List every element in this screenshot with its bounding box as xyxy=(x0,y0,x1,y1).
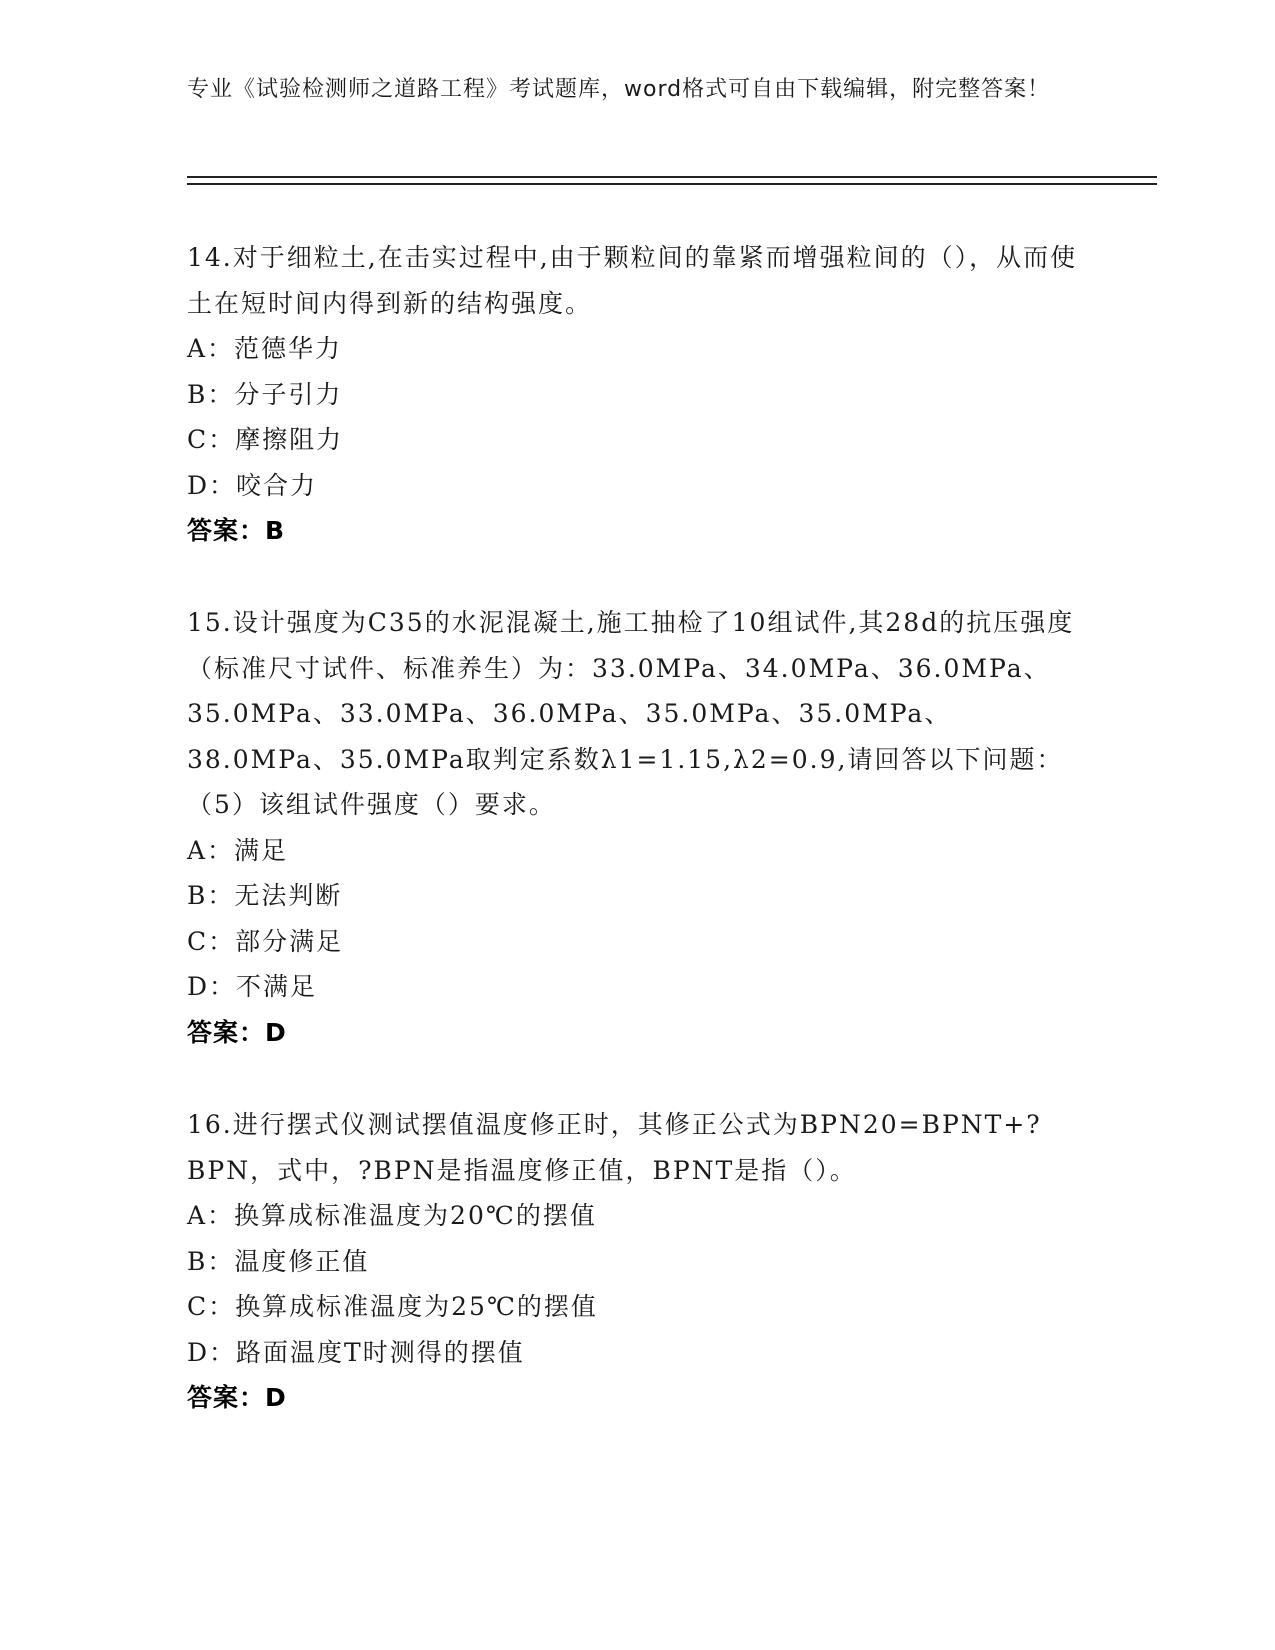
option-b: B：无法判断 xyxy=(187,881,343,910)
option-a: A：范德华力 xyxy=(187,334,343,363)
option-b: B：分子引力 xyxy=(187,379,343,409)
question-15 xyxy=(187,600,1087,1055)
option-b: B：温度修正值 xyxy=(187,1246,370,1276)
option-c: C：摩擦阻力 xyxy=(187,425,344,454)
option-c: C：换算成标准温度为25℃的摆值 xyxy=(187,1292,598,1321)
question-stem: 15.设计强度为C35的水泥混凝土,施工抽检了10组试件,其28d的抗压强度（标准尺寸试件、标准养生）为：33.0MPa、34.0MPa、36.0MPa、35.0MPa、33.0MPa、36.0MPa、35.0MPa、35.0MPa、38.0MPa、35.0MPa取判定系数λ1=1.15,λ2=0.9,请回答以下问题：（5）该组试件强度（）要求。 xyxy=(187,608,1075,819)
answer-label: 答案：D xyxy=(187,1017,287,1047)
answer-label: 答案：D xyxy=(187,1383,287,1412)
header-divider-bottom xyxy=(187,183,1157,185)
option-d: D：不满足 xyxy=(187,972,318,1001)
question-stem: 14.对于细粒土,在击实过程中,由于颗粒间的靠紧而增强粒间的（），从而使土在短时间内得到新的结构强度。 xyxy=(187,243,1078,318)
answer-label: 答案：B xyxy=(187,516,286,545)
header-divider-top xyxy=(187,176,1157,178)
document-header: 专业《试验检测师之道路工程》考试题库，word格式可自由下载编辑，附完整答案！ xyxy=(187,77,1051,102)
question-stem: 16.进行摆式仪测试摆值温度修正时，其修正公式为BPN20=BPNT+?BPN，式中，?BPN是指温度修正值，BPNT是指（）。 xyxy=(187,1110,1042,1185)
option-d: D：路面温度T时测得的摆值 xyxy=(187,1337,525,1367)
option-d: D：咬合力 xyxy=(187,470,318,500)
question-14 xyxy=(187,235,1087,554)
option-a: A：换算成标准温度为20℃的摆值 xyxy=(187,1201,597,1230)
option-c: C：部分满足 xyxy=(187,926,344,956)
question-16 xyxy=(187,1102,1087,1421)
option-a: A：满足 xyxy=(187,835,289,865)
